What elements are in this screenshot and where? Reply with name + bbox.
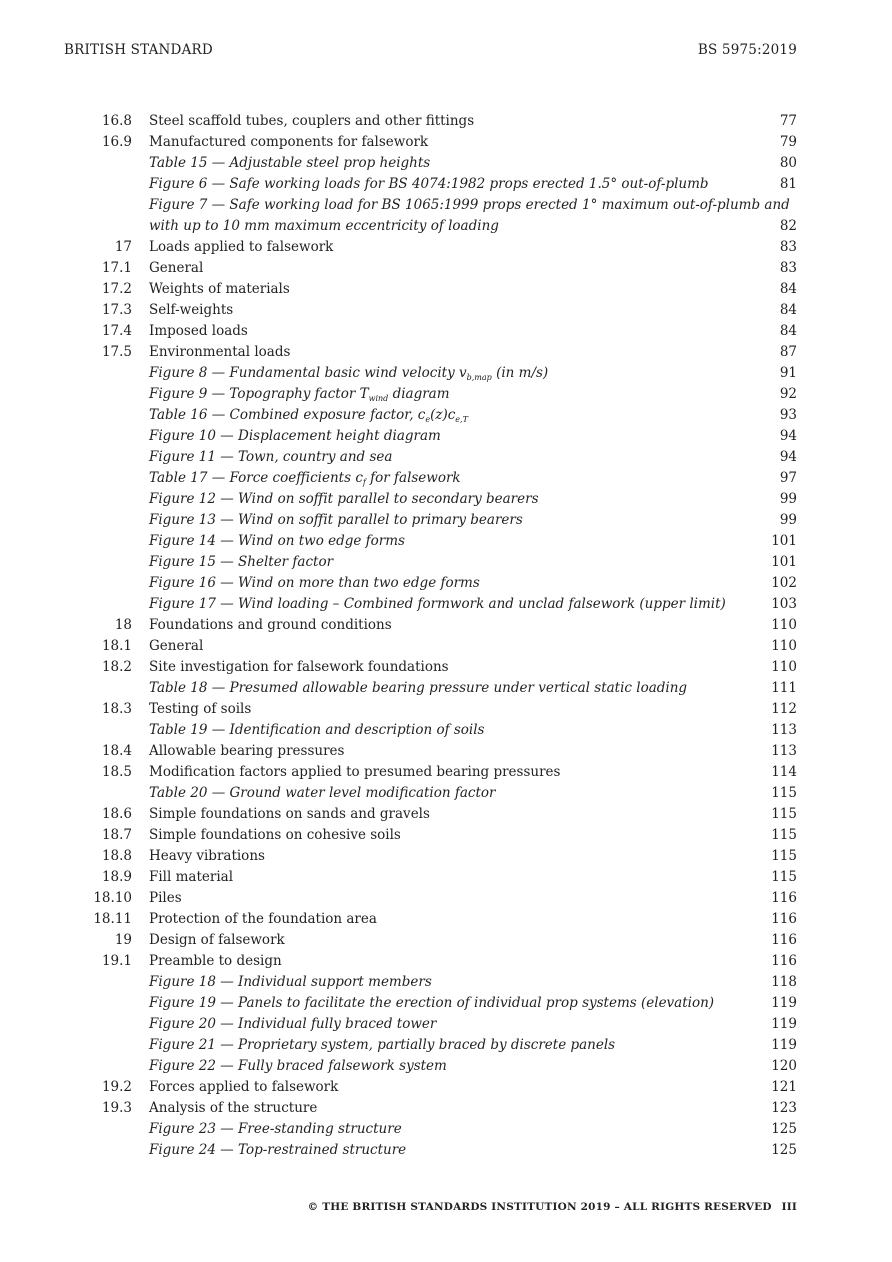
toc-entry-title — [149, 237, 747, 258]
toc-entry-title-text: Figure 18 — Individual support members — [149, 974, 432, 990]
toc-entry-title-text: Figure 21 — Proprietary system, partially braced by discrete panels — [149, 1037, 616, 1053]
toc-entry-page: 115 — [771, 848, 797, 864]
toc-entry-page: 115 — [771, 806, 797, 822]
toc-entry-title — [149, 489, 747, 510]
toc-entry-title-text: Table 19 — Identification and description of soils — [149, 722, 485, 738]
toc-entry-page: 77 — [779, 113, 797, 129]
toc-entry-page: 119 — [771, 1016, 797, 1032]
toc-entry[interactable] — [64, 930, 797, 951]
toc-entry-page: 119 — [771, 995, 797, 1011]
toc-entry-title-rest: (z)c — [430, 407, 456, 423]
toc-entry-title-text: Figure 17 — Wind loading – Combined formwork and unclad falsework (upper limit) — [149, 596, 726, 612]
toc-entry-title-text: Self-weights — [149, 302, 234, 318]
toc-entry[interactable] — [64, 720, 797, 741]
toc-entry-title-text: Figure 13 — Wind on soffit parallel to primary bearers — [149, 512, 523, 528]
toc-entry-number: 18.6 — [101, 806, 132, 822]
toc-entry-title — [149, 615, 747, 636]
toc-entry[interactable] — [64, 888, 797, 909]
toc-entry-page: 84 — [779, 323, 797, 339]
toc-entry-number: 18.9 — [101, 869, 132, 885]
toc-entry[interactable] — [64, 846, 797, 867]
toc-entry-title-text: Table 17 — Force coefficients c — [149, 470, 363, 486]
toc-entry-title — [149, 321, 747, 342]
footer-page-number: III — [781, 1201, 797, 1213]
toc-entry-title — [149, 741, 747, 762]
toc-entry-title — [149, 888, 747, 909]
toc-entry-page: 110 — [771, 659, 797, 675]
toc-entry-number: 17.2 — [101, 281, 132, 297]
toc-entry-title — [149, 846, 747, 867]
toc-entry-title-text: Table 18 — Presumed allowable bearing pressure under vertical static loading — [149, 680, 688, 696]
toc-entry[interactable] — [64, 132, 797, 153]
toc-entry-title-text: Fill material — [149, 869, 234, 885]
toc-entry-page: 84 — [779, 302, 797, 318]
toc-entry-page: 94 — [779, 428, 797, 444]
toc-entry-title — [149, 258, 747, 279]
toc-entry-title — [149, 930, 747, 951]
toc-entry-title-text: Table 20 — Ground water level modification factor — [149, 785, 496, 801]
toc-entry-page: 116 — [771, 911, 797, 927]
toc-entry-title-text: Steel scaffold tubes, couplers and other fittings — [149, 113, 475, 129]
toc-entry-title — [149, 153, 747, 174]
toc-entry[interactable] — [64, 762, 797, 783]
toc-entry[interactable] — [64, 615, 797, 636]
toc-entry-title-text: Figure 10 — Displacement height diagram — [149, 428, 441, 444]
toc-entry-number: 18.4 — [101, 743, 132, 759]
toc-entry[interactable] — [64, 699, 797, 720]
toc-entry-title-text: with up to 10 mm maximum eccentricity of loading — [149, 218, 499, 234]
toc-entry-page: 102 — [771, 575, 797, 591]
toc-entry-title-text: Simple foundations on cohesive soils — [149, 827, 401, 843]
toc-entry-page: 112 — [771, 701, 797, 717]
toc-entry-page: 123 — [771, 1100, 797, 1116]
toc-entry-page: 110 — [771, 617, 797, 633]
toc-entry[interactable] — [64, 657, 797, 678]
toc-entry-title-text: Figure 19 — Panels to facilitate the erection of individual prop systems (elevation) — [149, 995, 715, 1011]
toc-entry[interactable] — [64, 468, 797, 489]
toc-entry-title-text: Figure 14 — Wind on two edge forms — [149, 533, 405, 549]
toc-entry-page: 79 — [779, 134, 797, 150]
toc-entry[interactable] — [64, 951, 797, 972]
toc-entry-number: 17.1 — [101, 260, 132, 276]
toc-entry-title — [149, 951, 747, 972]
toc-entry-page: 84 — [779, 281, 797, 297]
toc-entry-number: 18.3 — [101, 701, 132, 717]
toc-entry-page: 99 — [779, 491, 797, 507]
toc-entry-number: 18.7 — [101, 827, 132, 843]
toc-entry[interactable] — [64, 153, 797, 174]
toc-entry-title — [149, 594, 747, 615]
toc-entry-number: 18.5 — [101, 764, 132, 780]
toc-entry-number: 17 — [114, 239, 132, 255]
toc-entry-title-text: Figure 6 — Safe working loads for BS 4074:1982 props erected 1.5° out-of-plumb — [149, 176, 709, 192]
toc-entry-page: 115 — [771, 869, 797, 885]
toc-entry[interactable] — [64, 825, 797, 846]
toc-entry-page: 82 — [779, 218, 797, 234]
toc-entry-page: 94 — [779, 449, 797, 465]
toc-entry-title-text: Figure 12 — Wind on soffit parallel to secondary bearers — [149, 491, 539, 507]
toc-entry[interactable] — [64, 909, 797, 930]
toc-entry-page: 125 — [771, 1142, 797, 1158]
toc-entry-number: 17.5 — [101, 344, 132, 360]
toc-entry-title-text: Figure 15 — Shelter factor — [149, 554, 334, 570]
toc-entry-page: 116 — [771, 932, 797, 948]
toc-entry-title-text: Testing of soils — [149, 701, 252, 717]
toc-entry[interactable] — [64, 1056, 797, 1077]
toc-entry-page: 121 — [771, 1079, 797, 1095]
toc-entry-page: 91 — [779, 365, 797, 381]
toc-entry-title-text: Manufactured components for falsework — [149, 134, 429, 150]
toc-entry[interactable] — [64, 867, 797, 888]
toc-entry-subscript: b,map — [466, 373, 492, 382]
toc-entry-title — [149, 636, 747, 657]
toc-entry-number: 19 — [114, 932, 132, 948]
toc-entry[interactable] — [64, 1119, 797, 1140]
toc-entry-page: 80 — [779, 155, 797, 171]
toc-entry-number: 19.1 — [101, 953, 132, 969]
toc-entry[interactable] — [64, 531, 797, 552]
toc-entry[interactable] — [64, 972, 797, 993]
toc-entry-title-text: Figure 8 — Fundamental basic wind velocity v — [149, 365, 467, 381]
toc-entry-subscript: wind — [368, 394, 389, 403]
toc-entry[interactable] — [64, 783, 797, 804]
toc-entry[interactable] — [64, 405, 797, 426]
toc-entry-title — [149, 552, 747, 573]
toc-entry-page: 83 — [779, 260, 797, 276]
toc-entry[interactable] — [64, 321, 797, 342]
toc-entry-title-text: Environmental loads — [149, 344, 291, 360]
toc-entry-title — [149, 300, 747, 321]
toc-entry[interactable] — [64, 384, 797, 405]
toc-entry-title-text: Design of falsework — [149, 932, 285, 948]
toc-entry-page: 115 — [771, 785, 797, 801]
toc-entry[interactable] — [64, 678, 797, 699]
toc-entry-page: 87 — [779, 344, 797, 360]
toc-entry-title — [149, 531, 747, 552]
toc-entry-page: 99 — [779, 512, 797, 528]
toc-entry-title-text: Site investigation for falsework foundations — [149, 659, 449, 675]
toc-entry-title-text: Analysis of the structure — [149, 1100, 318, 1116]
toc-entry-page: 97 — [779, 470, 797, 486]
toc-entry-number: 19.3 — [101, 1100, 132, 1116]
toc-entry-title-text: Forces applied to falsework — [149, 1079, 339, 1095]
toc-entry-number: 18.1 — [101, 638, 132, 654]
toc-entry-number: 18.8 — [101, 848, 132, 864]
toc-entry-title-text: Figure 23 — Free-standing structure — [149, 1121, 402, 1137]
toc-entry-title — [149, 1098, 747, 1119]
toc-entry[interactable] — [64, 993, 797, 1014]
toc-entry-title — [149, 1014, 747, 1035]
toc-entry-title — [149, 909, 747, 930]
toc-entry-page: 119 — [771, 1037, 797, 1053]
toc-entry[interactable] — [64, 741, 797, 762]
toc-entry-number: 18.10 — [93, 890, 132, 906]
toc-entry[interactable] — [64, 489, 797, 510]
toc-entry[interactable] — [64, 300, 797, 321]
toc-entry-title-text: Figure 16 — Wind on more than two edge forms — [149, 575, 480, 591]
toc-entry-title — [149, 699, 747, 720]
toc-entry-title — [149, 657, 747, 678]
toc-entry-title — [149, 132, 747, 153]
toc-entry[interactable] — [64, 1014, 797, 1035]
toc-entry-title-text: Figure 9 — Topography factor T — [149, 386, 369, 402]
toc-entry[interactable] — [64, 1077, 797, 1098]
toc-entry-subscript: e,T — [455, 415, 468, 424]
toc-entry-title — [149, 111, 747, 132]
toc-entry[interactable] — [64, 237, 797, 258]
footer-copyright: © THE BRITISH STANDARDS INSTITUTION 2019 – ALL RIGHTS RESERVED — [307, 1201, 772, 1213]
toc-entry-title-text: Heavy vibrations — [149, 848, 265, 864]
table-of-contents — [64, 111, 797, 1161]
toc-entry[interactable] — [64, 1098, 797, 1119]
toc-entry-subscript: e — [425, 415, 431, 424]
toc-entry-title — [149, 279, 747, 300]
toc-entry-page: 110 — [771, 638, 797, 654]
toc-entry-title-rest: diagram — [388, 386, 450, 402]
toc-entry[interactable] — [64, 636, 797, 657]
toc-entry-page: 111 — [771, 680, 797, 696]
toc-entry-title-text: Table 15 — Adjustable steel prop heights — [149, 155, 431, 171]
toc-entry-title-text: Preamble to design — [149, 953, 282, 969]
toc-entry-title — [149, 720, 747, 741]
toc-entry-title-text: Protection of the foundation area — [149, 911, 377, 927]
toc-entry-title — [149, 195, 790, 216]
toc-entry[interactable] — [64, 594, 797, 615]
toc-entry-page: 120 — [771, 1058, 797, 1074]
toc-entry[interactable] — [64, 510, 797, 531]
toc-entry-title-text: Imposed loads — [149, 323, 248, 339]
page-header — [64, 42, 797, 58]
toc-entry-number: 17.4 — [101, 323, 132, 339]
toc-entry-title — [149, 825, 747, 846]
toc-entry-title — [149, 783, 747, 804]
toc-entry-number: 17.3 — [101, 302, 132, 318]
toc-entry-title-text: Figure 24 — Top-restrained structure — [149, 1142, 407, 1158]
toc-entry[interactable] — [64, 174, 797, 195]
toc-entry-title — [149, 1140, 747, 1161]
toc-entry-title-text: Weights of materials — [149, 281, 290, 297]
toc-entry-page: 116 — [771, 953, 797, 969]
toc-entry-number: 19.2 — [101, 1079, 132, 1095]
toc-entry-page: 115 — [771, 827, 797, 843]
toc-entry-title-text: Simple foundations on sands and gravels — [149, 806, 430, 822]
toc-entry-title — [149, 1056, 747, 1077]
toc-entry[interactable] — [64, 216, 797, 237]
toc-entry[interactable] — [64, 342, 797, 363]
toc-entry-page: 101 — [771, 554, 797, 570]
header-left: BRITISH STANDARD — [64, 42, 213, 58]
toc-entry[interactable] — [64, 1140, 797, 1161]
toc-entry-title-text: Loads applied to falsework — [149, 239, 334, 255]
toc-entry-title — [149, 993, 747, 1014]
toc-entry[interactable] — [64, 1035, 797, 1056]
toc-entry-number: 18.2 — [101, 659, 132, 675]
toc-entry-page: 92 — [779, 386, 797, 402]
toc-entry-title-text: Figure 20 — Individual fully braced tower — [149, 1016, 437, 1032]
page-footer — [308, 1201, 797, 1213]
toc-entry-number: 16.9 — [101, 134, 132, 150]
toc-entry-title — [149, 342, 747, 363]
toc-entry[interactable] — [64, 426, 797, 447]
toc-entry-title — [149, 867, 747, 888]
toc-entry-number: 16.8 — [101, 113, 132, 129]
toc-entry-title-text: Modification factors applied to presumed bearing pressures — [149, 764, 561, 780]
toc-entry[interactable] — [64, 804, 797, 825]
toc-entry-title — [149, 573, 747, 594]
toc-entry-title-text: Piles — [149, 890, 182, 906]
toc-entry-title-text: General — [149, 638, 204, 654]
toc-entry-title — [149, 678, 747, 699]
toc-entry-title-text: Figure 11 — Town, country and sea — [149, 449, 393, 465]
toc-entry[interactable] — [64, 447, 797, 468]
toc-entry-title — [149, 216, 747, 237]
toc-entry-title — [149, 1119, 747, 1140]
toc-entry-title — [149, 972, 747, 993]
toc-entry-title — [149, 174, 747, 195]
toc-entry-page: 114 — [771, 764, 797, 780]
toc-entry-title-text: Figure 7 — Safe working load for BS 1065:1999 props erected 1° maximum out-of-plumb and — [149, 197, 790, 213]
toc-entry-title-text: Figure 22 — Fully braced falsework system — [149, 1058, 447, 1074]
toc-entry-page: 101 — [771, 533, 797, 549]
toc-entry-title — [149, 510, 747, 531]
toc-entry[interactable] — [64, 258, 797, 279]
toc-entry-page: 103 — [771, 596, 797, 612]
toc-entry-title — [149, 426, 747, 447]
toc-entry-page: 83 — [779, 239, 797, 255]
toc-entry-title-text: Table 16 — Combined exposure factor, c — [149, 407, 426, 423]
toc-entry[interactable] — [64, 111, 797, 132]
toc-entry-title — [149, 804, 747, 825]
toc-entry-number: 18.11 — [93, 911, 132, 927]
toc-entry-page: 93 — [779, 407, 797, 423]
toc-entry-title-text: Allowable bearing pressures — [149, 743, 345, 759]
toc-entry-title — [149, 1035, 747, 1056]
toc-entry-page: 125 — [771, 1121, 797, 1137]
toc-entry-page: 81 — [779, 176, 797, 192]
toc-entry-title-text: Foundations and ground conditions — [149, 617, 392, 633]
toc-entry-page: 113 — [771, 722, 797, 738]
toc-entry-subscript: f — [362, 478, 366, 487]
toc-entry-title-rest: (in m/s) — [491, 365, 549, 381]
toc-entry[interactable] — [64, 195, 797, 216]
toc-entry[interactable] — [64, 363, 797, 384]
toc-entry-title — [149, 1077, 747, 1098]
toc-entry[interactable] — [64, 573, 797, 594]
toc-entry[interactable] — [64, 552, 797, 573]
toc-entry-page: 118 — [771, 974, 797, 990]
toc-entry-page: 116 — [771, 890, 797, 906]
toc-entry[interactable] — [64, 279, 797, 300]
toc-entry-title — [149, 762, 747, 783]
toc-entry-page: 113 — [771, 743, 797, 759]
header-right: BS 5975:2019 — [697, 42, 797, 58]
toc-entry-title-text: General — [149, 260, 204, 276]
toc-entry-title — [149, 447, 747, 468]
toc-entry-title-rest: for falsework — [365, 470, 461, 486]
toc-entry-number: 18 — [114, 617, 132, 633]
